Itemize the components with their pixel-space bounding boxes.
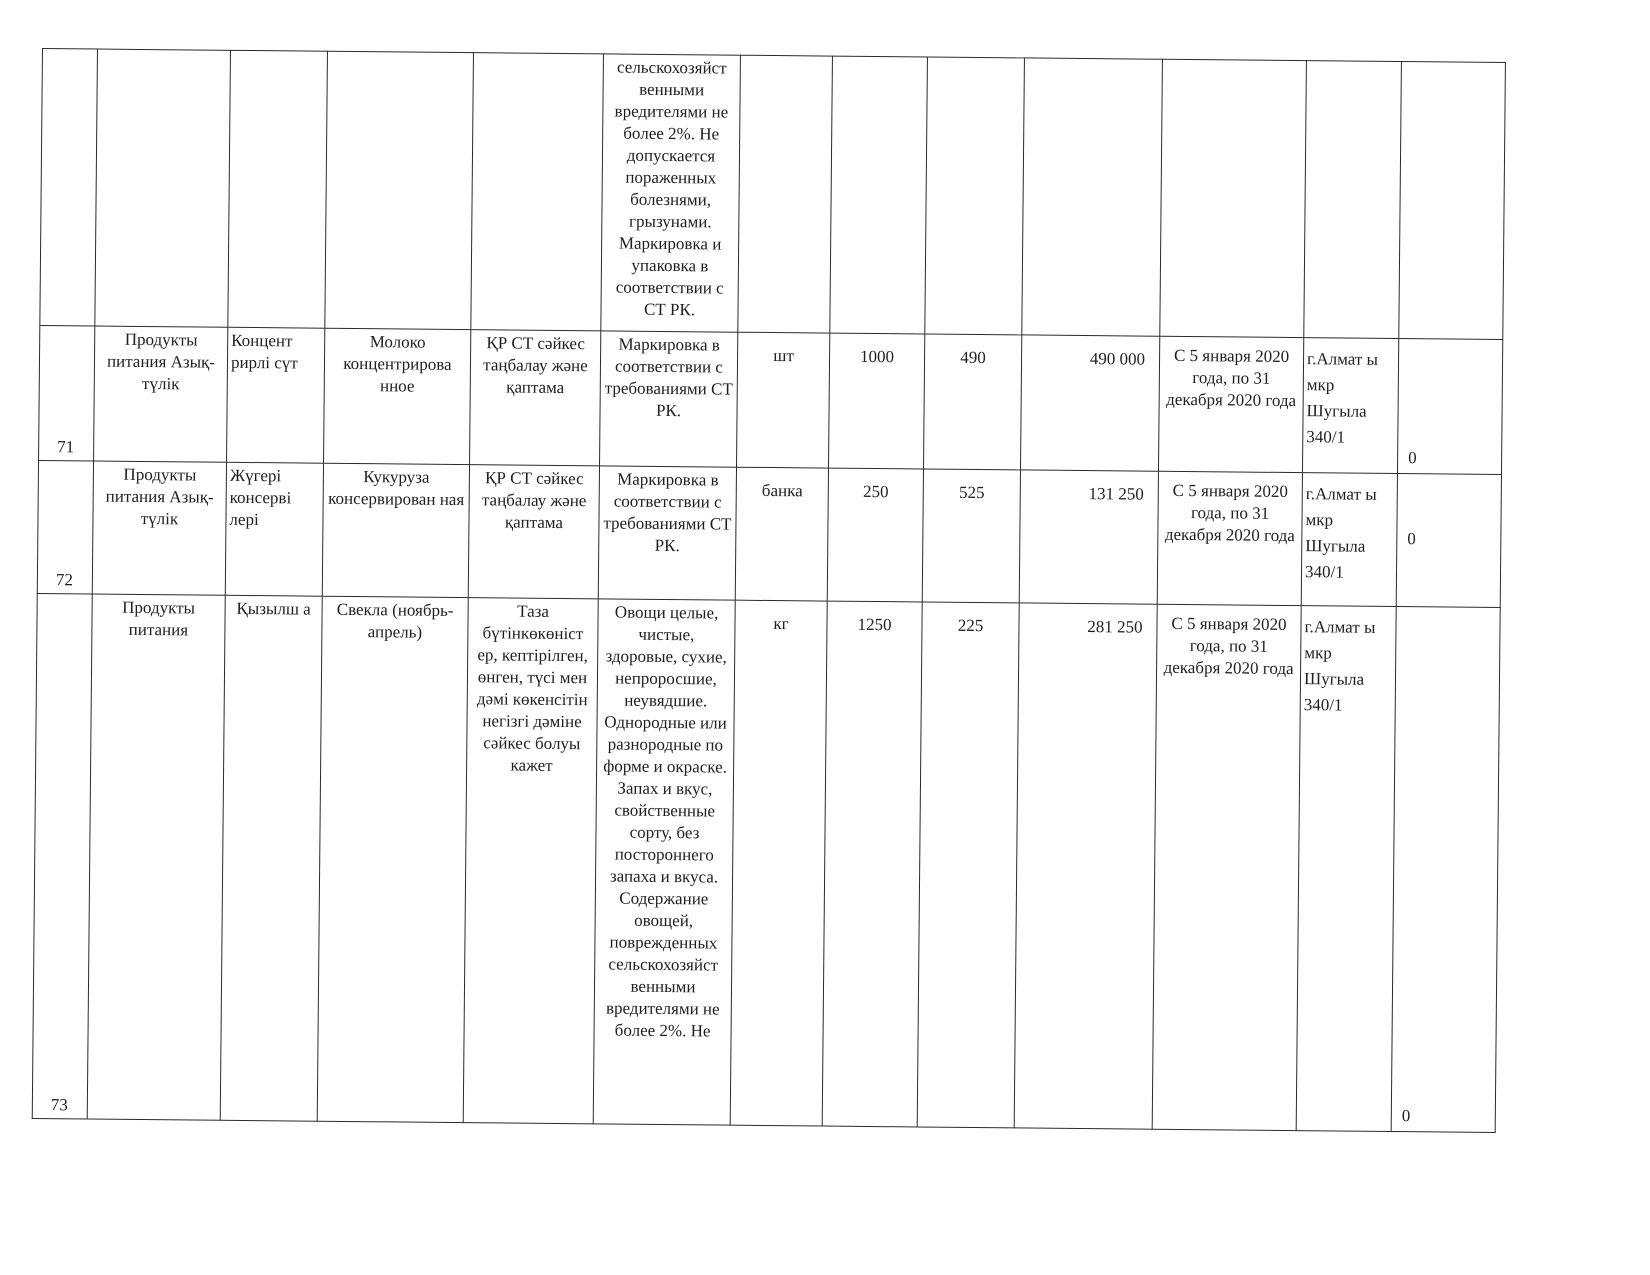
row-number: 71 bbox=[39, 325, 95, 461]
sum-cell: 131 250 bbox=[1019, 470, 1158, 604]
address-cell bbox=[1304, 61, 1402, 339]
table-row bbox=[37, 460, 1501, 607]
name-kz-cell bbox=[228, 50, 328, 328]
price-cell: 490 bbox=[923, 334, 1021, 470]
category-cell bbox=[95, 49, 231, 327]
term-cell: С 5 января 2020 года, по 31 декабря 2020 года bbox=[1152, 604, 1301, 1130]
standard-kz-cell: Таза бүтінкөкөніст ер, кептірілген, өнген, түсі мен дәмі көкенсітін негізгі дәміне сәйкес болуы кажет bbox=[463, 598, 598, 1124]
sum-cell bbox=[1022, 58, 1163, 336]
advance-cell: 0 bbox=[1397, 339, 1502, 475]
advance-cell: 0 bbox=[1391, 607, 1500, 1133]
standard-kz-cell bbox=[471, 53, 604, 331]
table-row bbox=[39, 325, 1503, 474]
sum-cell: 490 000 bbox=[1020, 335, 1159, 471]
unit-cell: банка bbox=[735, 467, 828, 601]
category-cell: Продукты питания Азық-түлік bbox=[92, 461, 226, 595]
qty-cell: 250 bbox=[827, 468, 923, 602]
name-ru-cell: Молоко концентрирова нное bbox=[324, 328, 471, 464]
row-number: 72 bbox=[37, 460, 93, 594]
sum-cell: 281 250 bbox=[1014, 603, 1157, 1129]
term-cell bbox=[1160, 59, 1307, 337]
name-ru-cell: Свекла (ноябрь-апрель) bbox=[317, 596, 468, 1122]
row-number bbox=[40, 49, 98, 327]
category-cell: Продукты питания bbox=[87, 594, 225, 1120]
price-cell: 525 bbox=[922, 469, 1020, 603]
address-cell: г.Алмат ы мкр Шугыла 340/1 bbox=[1296, 606, 1396, 1132]
row-number: 73 bbox=[32, 593, 92, 1119]
unit-cell: кг bbox=[730, 600, 827, 1126]
term-cell: С 5 января 2020 года, по 31 декабря 2020 года bbox=[1157, 471, 1302, 605]
address-cell: г.Алмат ы мкр Шугыла 340/1 bbox=[1302, 338, 1398, 474]
procurement-table bbox=[32, 48, 1506, 1133]
name-ru-cell bbox=[325, 51, 474, 329]
spec-ru-cell: Овощи целые, чистые, здоровые, сухие, непроросшие, неувядшие. Однородные или разнородные по форме и окраске. Запах и вкус, свойственные сорту, без постороннего запаха и вкуса. Содержание овощей, поврежденных сельскохозяйст венными вредителями не более 2%. Не bbox=[593, 599, 735, 1125]
name-kz-cell: Қызылш а bbox=[220, 595, 322, 1121]
qty-cell: 1250 bbox=[822, 601, 922, 1127]
advance-cell: 0 bbox=[1396, 474, 1501, 608]
standard-kz-cell: ҚР СТ сәйкес таңбалау және қаптама bbox=[470, 330, 601, 466]
price-cell bbox=[925, 57, 1025, 335]
unit-cell bbox=[738, 55, 833, 333]
address-cell: г.Алмат ы мкр Шугыла 340/1 bbox=[1301, 473, 1397, 607]
table-row bbox=[40, 49, 1506, 340]
qty-cell: 1000 bbox=[829, 333, 925, 469]
spec-ru-cell: Маркировка в соответствии с требованиями СТ РК. bbox=[598, 466, 736, 600]
unit-cell: шт bbox=[737, 332, 830, 468]
name-ru-cell: Кукуруза консервирован ная bbox=[322, 463, 469, 597]
name-kz-cell: Концент рирлі сүт bbox=[227, 327, 325, 463]
category-cell: Продукты питания Азық-түлік bbox=[94, 326, 228, 462]
spec-ru-cell: Маркировка в соответствии с требованиями СТ РК. bbox=[600, 331, 738, 467]
spec-ru-cell: сельскохозяйст венными вредителями не более 2%. Не допускается пораженных болезнями, грызунами. Маркировка и упаковка в соответствии с СТ РК. bbox=[601, 54, 741, 332]
advance-cell bbox=[1399, 62, 1506, 340]
standard-kz-cell: ҚР СТ сәйкес таңбалау және қаптама bbox=[468, 465, 599, 599]
name-kz-cell: Жүгері консерві лері bbox=[225, 462, 323, 596]
price-cell: 225 bbox=[917, 602, 1019, 1128]
qty-cell bbox=[830, 56, 928, 334]
table-row bbox=[32, 593, 1500, 1132]
term-cell: С 5 января 2020 года, по 31 декабря 2020 года bbox=[1158, 336, 1303, 472]
